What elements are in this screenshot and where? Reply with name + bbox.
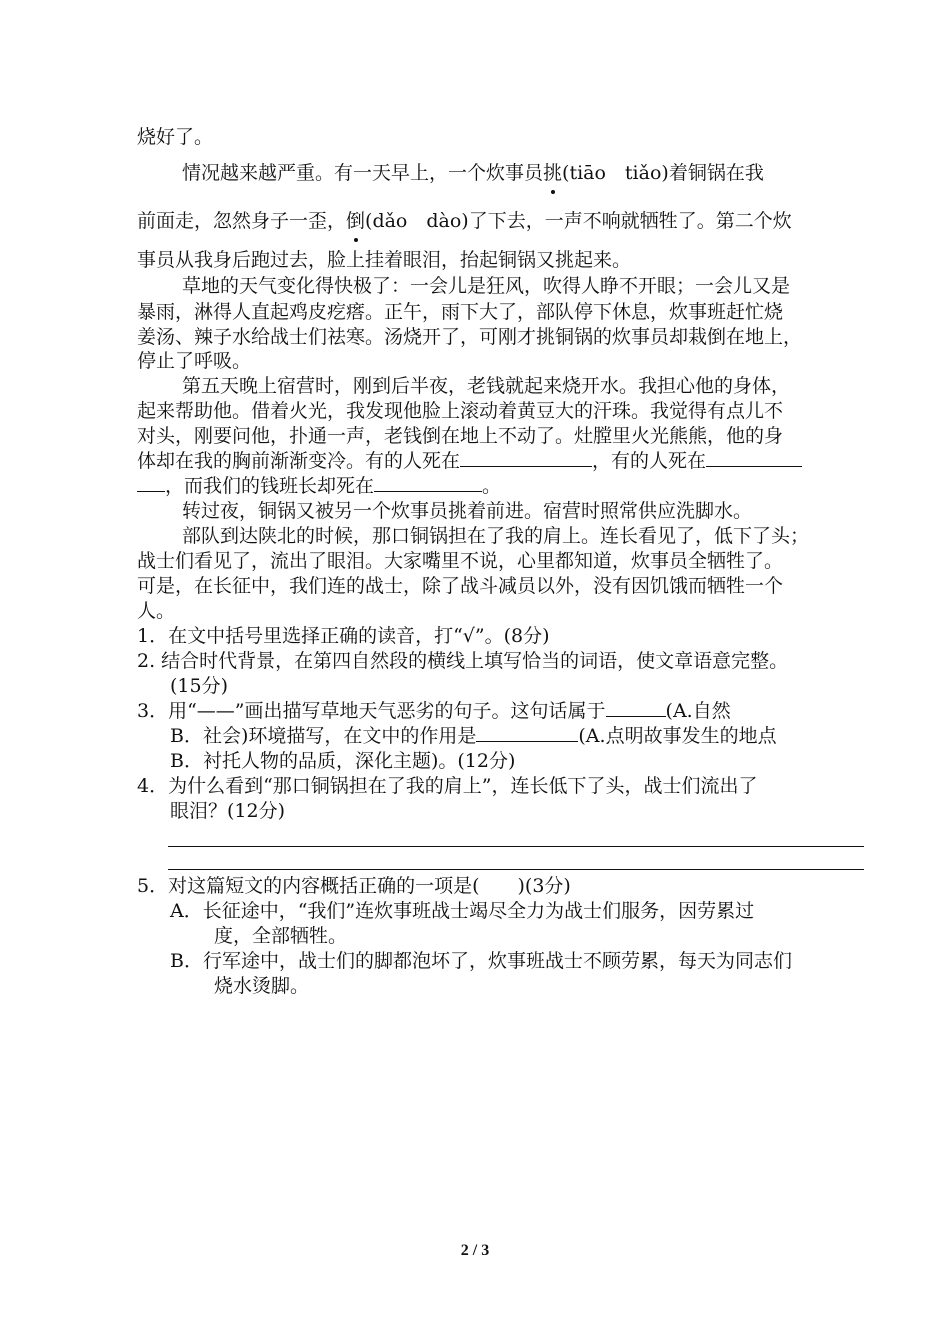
- question-1: 1．在文中括号里选择正确的读音，打“√”。(8分): [137, 625, 550, 647]
- page-number: 2 / 3: [460, 1242, 490, 1259]
- fill-blank[interactable]: [137, 473, 165, 492]
- option-a[interactable]: A．长征途中，“我们”连炊事班战士竭尽全力为战士们服务，因劳累过: [170, 900, 755, 922]
- passage-line: 草地的天气变化得快极了：一会儿是狂风，吹得人睁不开眼；一会儿又是: [182, 275, 791, 297]
- question-4-line: 眼泪？(12分): [170, 800, 286, 822]
- question-3-line: [170, 723, 777, 749]
- question-5: 5．对这篇短文的内容概括正确的一项是( )(3分): [137, 875, 571, 897]
- passage-line: 部队到达陕北的时候，那口铜锅担在了我的肩上。连长看见了，低下了头；: [182, 525, 810, 547]
- option-b-cont: 烧水烫脚。: [214, 975, 310, 997]
- passage-text: 。: [482, 475, 502, 497]
- passage-line: 可是，在长征中，我们连的战士，除了战斗减员以外，没有因饥饿而牺牲一个: [137, 575, 784, 597]
- fill-blank[interactable]: [460, 448, 592, 467]
- question-text: (A.点明故事发生的地点: [578, 725, 777, 747]
- passage-text: ，有的人死在: [592, 450, 707, 472]
- question-2: 2. 结合时代背景，在第四自然段的横线上填写恰当的词语，使文章语意完整。: [137, 650, 789, 672]
- answer-line[interactable]: [168, 869, 864, 870]
- passage-line: 起来帮助他。借着火光，我发现他脸上滚动着黄豆大的汗珠。我觉得有点儿不: [137, 400, 784, 422]
- question-2-points: (15分): [170, 675, 229, 697]
- option-b[interactable]: B．行军途中，战士们的脚都泡坏了，炊事班战士不顾劳累，每天为同志们: [170, 950, 792, 972]
- passage-line: 转过夜，铜锅又被另一个炊事员挑着前进。宿营时照常供应洗脚水。: [182, 500, 753, 522]
- passage-line: 人。: [137, 600, 176, 622]
- passage-line: 战士们看见了，流出了眼泪。大家嘴里不说，心里都知道，炊事员全牺牲了。: [137, 550, 784, 572]
- fill-blank[interactable]: [606, 698, 666, 717]
- fill-blank[interactable]: [374, 473, 482, 492]
- dotted-char: 倒: [346, 210, 366, 232]
- answer-line[interactable]: [168, 846, 864, 847]
- question-text: (A.自然: [665, 700, 731, 722]
- passage-line: 事员从我身后跑过去，脸上挂着眼泪，抬起铜锅又挑起来。: [137, 249, 632, 271]
- passage-text: 情况越来越严重。有一天早上，一个炊事员: [182, 162, 544, 184]
- question-4: 4．为什么看到“那口铜锅担在了我的肩上”，连长低下了头，战士们流出了: [137, 775, 758, 797]
- passage-text: ，而我们的钱班长却死在: [165, 475, 375, 497]
- question-text: 3．用“——”画出描写草地天气恶劣的句子。这句话属于: [137, 700, 606, 722]
- passage-line: 暴雨，淋得人直起鸡皮疙瘩。正午，雨下大了，部队停下休息，炊事班赶忙烧: [137, 301, 784, 323]
- passage-line: 姜汤、辣子水给战士们祛寒。汤烧开了，可刚才挑铜锅的炊事员却栽倒在地上，: [137, 326, 803, 348]
- pinyin-options: (dǎo dào)了下去，一声不响就牺牲了。第二个炊: [365, 210, 792, 232]
- passage-line: [137, 208, 792, 234]
- dotted-char: 挑: [543, 162, 563, 184]
- fill-blank[interactable]: [476, 723, 578, 742]
- question-3: [137, 698, 731, 724]
- passage-line: [137, 473, 501, 499]
- fill-blank[interactable]: [706, 448, 802, 467]
- passage-line: [182, 160, 764, 186]
- passage-text: 前面走，忽然身子一歪，: [137, 210, 347, 232]
- passage-line: [137, 448, 802, 474]
- passage-line: 对头，刚要问他，扑通一声，老钱倒在地上不动了。灶膛里火光熊熊，他的身: [137, 425, 784, 447]
- passage-line: 停止了呼吸。: [137, 350, 252, 372]
- option-a-cont: 度，全部牺牲。: [214, 925, 348, 947]
- passage-text: 体却在我的胸前渐渐变冷。有的人死在: [137, 450, 461, 472]
- pinyin-options: (tiāo tiǎo)着铜锅在我: [562, 162, 764, 184]
- question-3-line: B．衬托人物的品质，深化主题)。(12分): [170, 750, 516, 772]
- passage-line: 烧好了。: [137, 126, 214, 148]
- passage-line: 第五天晚上宿营时，刚到后半夜，老钱就起来烧开水。我担心他的身体，: [182, 375, 791, 397]
- question-text: B．社会)环境描写，在文中的作用是: [170, 725, 477, 747]
